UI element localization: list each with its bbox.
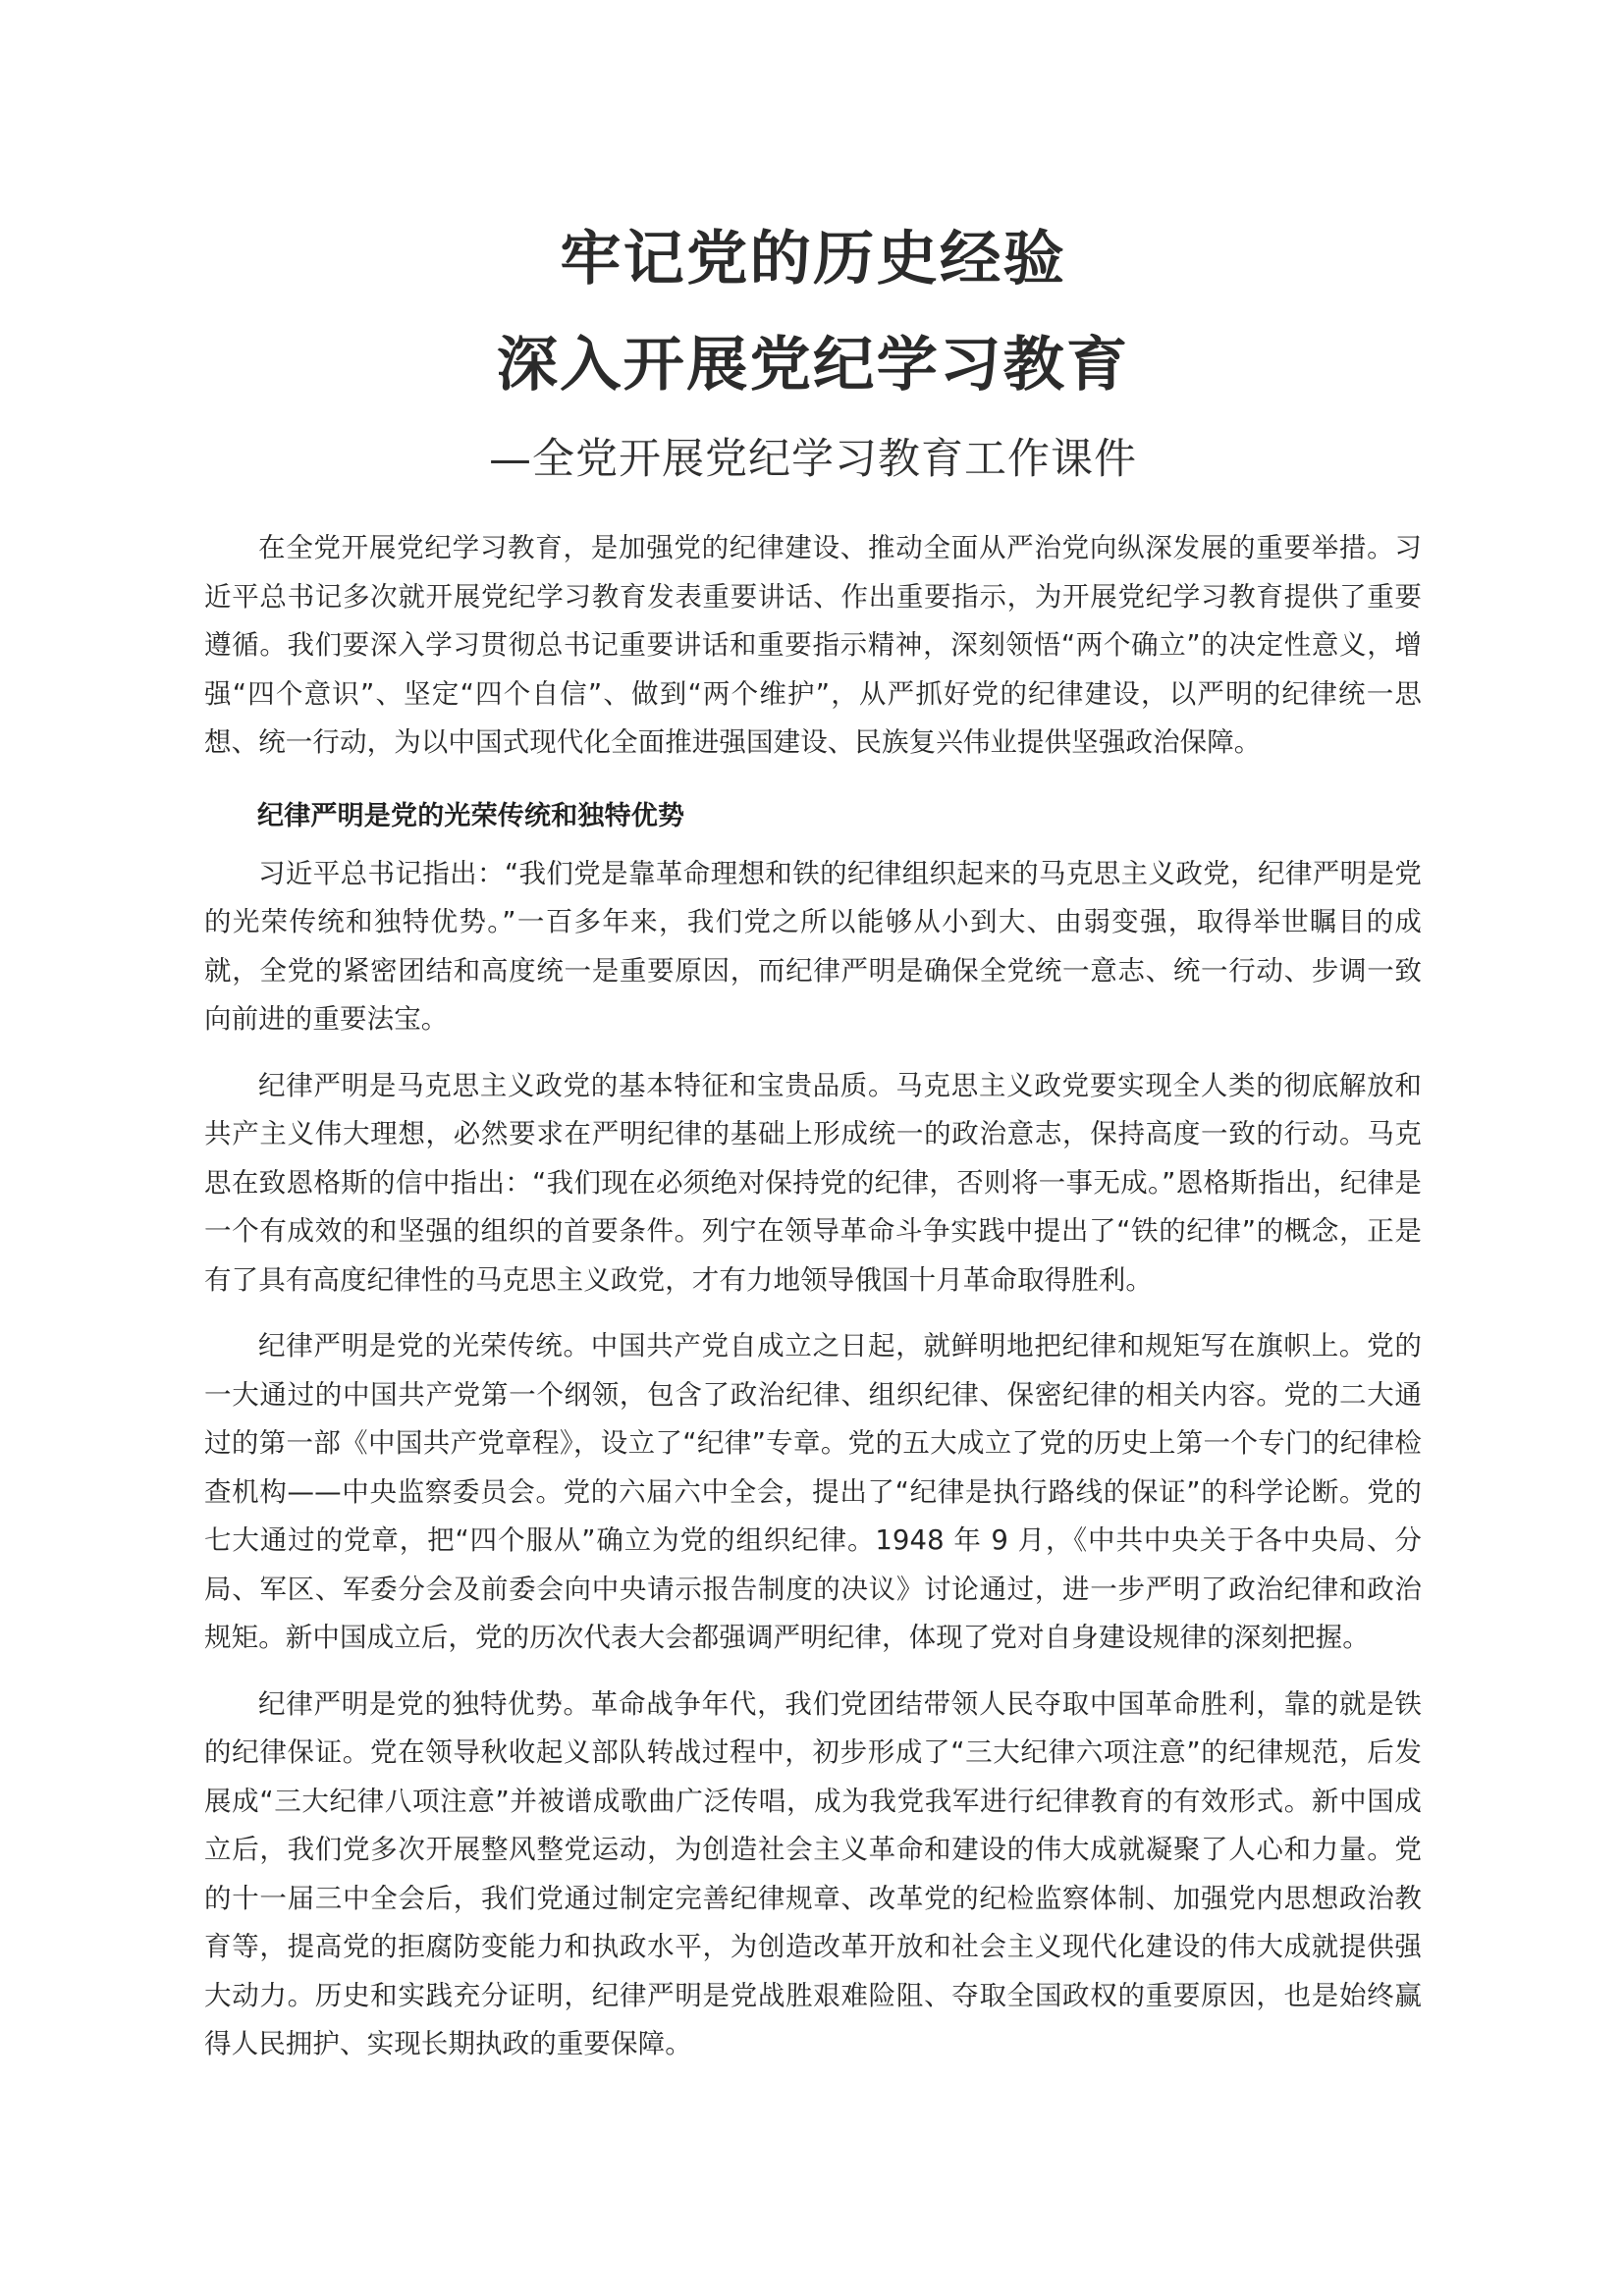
- document-title-line-2: 深入开展党纪学习教育: [496, 331, 1130, 400]
- document-body: [204, 524, 1422, 2069]
- document-title-line-1: 牢记党的历史经验: [560, 225, 1066, 294]
- paragraph-spacer: [204, 1308, 1422, 1322]
- paragraph-intro: 在全党开展党纪学习教育，是加强党的纪律建设、推动全面从严治党向纵深发展的重要举措。习近平总书记多次就开展党纪学习教育发表重要讲话、作出重要指示，为开展党纪学习教育提供了重要遵循。我们要深入学习贯彻总书记重要讲话和重要指示精神，深刻领悟“两个确立”的决定性意义，增强“四个意识”、坚定“四个自信”、做到“两个维护”，从严抓好党的纪律建设，以严明的纪律统一思想、统一行动，为以中国式现代化全面推进强国建设、民族复兴伟业提供坚强政治保障。: [204, 532, 1422, 758]
- section-heading-1: 纪律严明是党的光荣传统和独特优势: [257, 800, 685, 831]
- paragraph-2: 纪律严明是马克思主义政党的基本特征和宝贵品质。马克思主义政党要实现全人类的彻底解放和共产主义伟大理想，必然要求在严明纪律的基础上形成统一的政治意志，保持高度一致的行动。马克思在致恩格斯的信中指出：“我们现在必须绝对保持党的纪律，否则将一事无成。”恩格斯指出，纪律是一个有成效的和坚强的组织的首要条件。列宁在领导革命斗争实践中提出了“铁的纪律”的概念，正是有了具有高度纪律性的马克思主义政党，才有力地领导俄国十月革命取得胜利。: [204, 1069, 1422, 1296]
- document-content: [204, 0, 1422, 2073]
- paragraph-4: 纪律严明是党的独特优势。革命战争年代，我们党团结带领人民夺取中国革命胜利，靠的就是铁的纪律保证。党在领导秋收起义部队转战过程中，初步形成了“三大纪律六项注意”的纪律规范，后发展成“三大纪律八项注意”并被谱成歌曲广泛传唱，成为我党我军进行纪律教育的有效形式。新中国成立后，我们党多次开展整风整党运动，为创造社会主义革命和建设的伟大成就凝聚了人心和力量。党的十一届三中全会后，我们党通过制定完善纪律规章、改革党的纪检监察体制、加强党内思想政治教育等，提高党的拒腐防变能力和执政水平，为创造改革开放和社会主义现代化建设的伟大成就提供强大动力。历史和实践充分证明，纪律严明是党战胜艰难险阻、夺取全国政权的重要原因，也是始终赢得人民拥护、实现长期执政的重要保障。: [204, 1687, 1422, 2059]
- paragraph-3: 纪律严明是党的光荣传统。中国共产党自成立之日起，就鲜明地把纪律和规矩写在旗帜上。党的一大通过的中国共产党第一个纲领，包含了政治纪律、组织纪律、保密纪律的相关内容。党的二大通过的第一部《中国共产党章程》，设立了“纪律”专章。党的五大成立了党的历史上第一个专门的纪律检查机构——中央监察委员会。党的六届六中全会，提出了“纪律是执行路线的保证”的科学论断。党的七大通过的党章，把“四个服从”确立为党的组织纪律。1948 年 9 月，《中共中央关于各中央局、分局、军区、军委分会及前委会向中央请示报告制度的决议》讨论通过，进一步严明了政治纪律和政治规矩。新中国成立后，党的历次代表大会都强调严明纪律，体现了党对自身建设规律的深刻把握。: [204, 1330, 1422, 1653]
- title-block: [204, 0, 1422, 491]
- document-subtitle: —全党开展党纪学习教育工作课件: [489, 435, 1137, 484]
- paragraph-spacer: [204, 1048, 1422, 1062]
- paragraph-1: 习近平总书记指出：“我们党是靠革命理想和铁的纪律组织起来的马克思主义政党，纪律严明是党的光荣传统和独特优势。”一百多年来，我们党之所以能够从小到大、由弱变强，取得举世瞩目的成就，全党的紧密团结和高度统一是重要原因，而纪律严明是确保全党统一意志、统一行动、步调一致向前进的重要法宝。: [204, 857, 1422, 1035]
- paragraph-spacer: [204, 1667, 1422, 1681]
